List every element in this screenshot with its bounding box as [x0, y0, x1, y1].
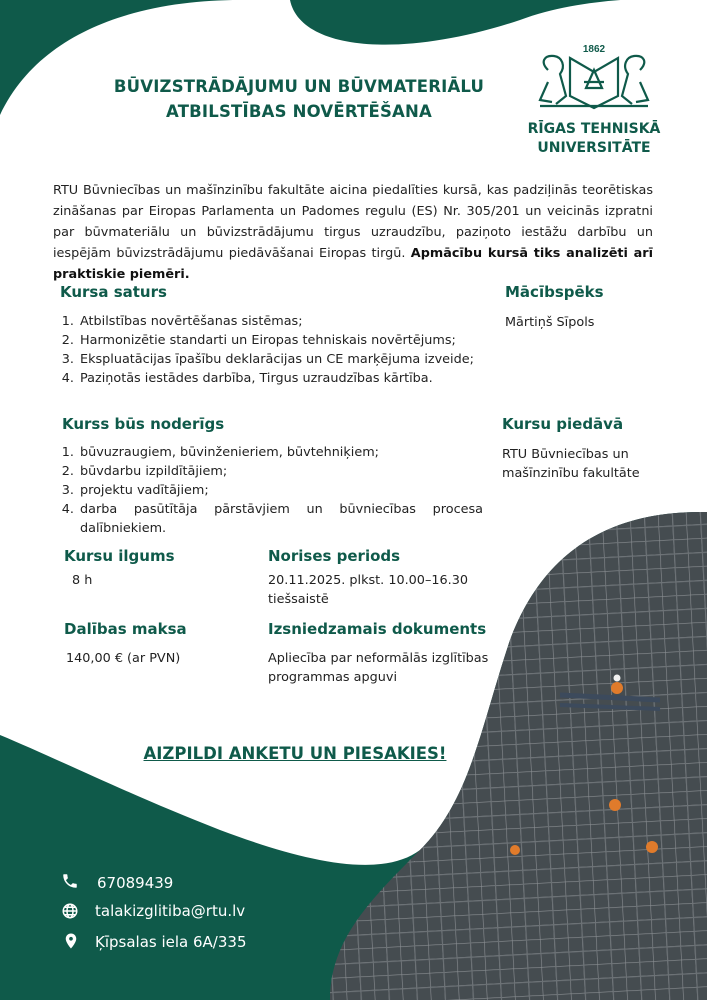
intro-text: RTU Būvniecības un mašīnzinību fakultāte aicina piedalīties kursā, kas padziļinās teorētiskas zināšanas par Eiropas Parlamenta un Padomes regulu (ES) Nr. 305/201 un veicinās izpratni par būvmateriālu un būvizstrādājumu tirgus uzraudzību, paziņoto iestāžu darbību un iespējām būvizstrādājumu piedāvāšanai Eiropas tirgū. [53, 183, 653, 261]
course-content-list [60, 312, 492, 388]
university-name-line-1: RĪGAS TEHNISKĀ [527, 121, 661, 137]
schedule-text [268, 571, 468, 609]
address-text: Ķīpsalas iela 6A/335 [95, 933, 247, 951]
audience-item: 3. projektu vadītājiem; [78, 481, 483, 500]
provider-line-1: RTU Būvniecības un [502, 447, 629, 462]
intro-bold-text: Apmācību kursā tiks analizēti arī praktiskie piemēri. [53, 246, 654, 282]
provider-line-2: mašīnzinību fakultāte [502, 466, 640, 481]
intro-paragraph [53, 180, 653, 285]
email-link[interactable]: talakizglitiba@rtu.lv [95, 902, 246, 920]
audience-item: 1. būvuzraugiem, būvinženieriem, būvtehniķiem; [78, 443, 483, 462]
schedule-line-1: 20.11.2025. plkst. 10.00–16.30 [268, 573, 468, 588]
course-content-item: 4. Paziņotās iestādes darbība, Tirgus uzraudzības kārtība. [78, 369, 492, 388]
course-content-item: 3. Ekspluatācijas īpašību deklarācijas un CE marķējuma izveide; [78, 350, 492, 369]
schedule-heading: Norises periods [268, 547, 401, 565]
provider-text [502, 445, 640, 483]
duration-value: 8 h [72, 573, 93, 588]
audience-heading: Kurss būs noderīgs [62, 415, 225, 433]
title-line-2: ATBILSTĪBAS NOVĒRTĒŠANA [166, 102, 432, 121]
lecturer-name: Mārtiņš Sīpols [505, 315, 595, 330]
document-line-1: Apliecība par neformālās izglītības [268, 651, 489, 666]
course-content-heading: Kursa saturs [60, 283, 167, 301]
course-content-item: 2. Harmonizētie standarti un Eiropas tehniskais novērtējums; [78, 331, 492, 350]
university-name [519, 120, 669, 158]
document-heading: Izsniedzamais dokuments [268, 620, 487, 638]
title-line-1: BŪVIZSTRĀDĀJUMU UN BŪVMATERIĀLU [113, 77, 485, 96]
document-line-2: programmas apguvi [268, 670, 397, 685]
duration-heading: Kursu ilgums [64, 547, 175, 565]
logo-year: 1862 [582, 44, 606, 55]
globe-icon [61, 902, 79, 920]
page-title [70, 74, 528, 124]
university-name-line-2: UNIVERSITĀTE [537, 140, 651, 156]
audience-list [60, 443, 483, 538]
fee-value: 140,00 € (ar PVN) [66, 651, 181, 666]
audience-item: 4. darba pasūtītāja pārstāvjiem un būvniecības procesa dalībniekiem. [78, 500, 483, 538]
fee-heading: Dalības maksa [64, 620, 187, 638]
phone-number[interactable]: 67089439 [97, 874, 174, 892]
schedule-line-2: tiešsaistē [268, 592, 329, 607]
audience-item: 2. būvdarbu izpildītājiem; [78, 462, 483, 481]
course-content-item: 1. Atbilstības novērtēšanas sistēmas; [78, 312, 492, 331]
lecturer-heading: Mācībspēks [505, 283, 604, 301]
document-text [268, 649, 488, 687]
phone-icon [61, 872, 79, 890]
location-pin-icon [62, 932, 80, 950]
provider-heading: Kursu piedāvā [502, 415, 624, 433]
apply-link[interactable]: AIZPILDI ANKETU UN PIESAKIES! [143, 744, 447, 763]
